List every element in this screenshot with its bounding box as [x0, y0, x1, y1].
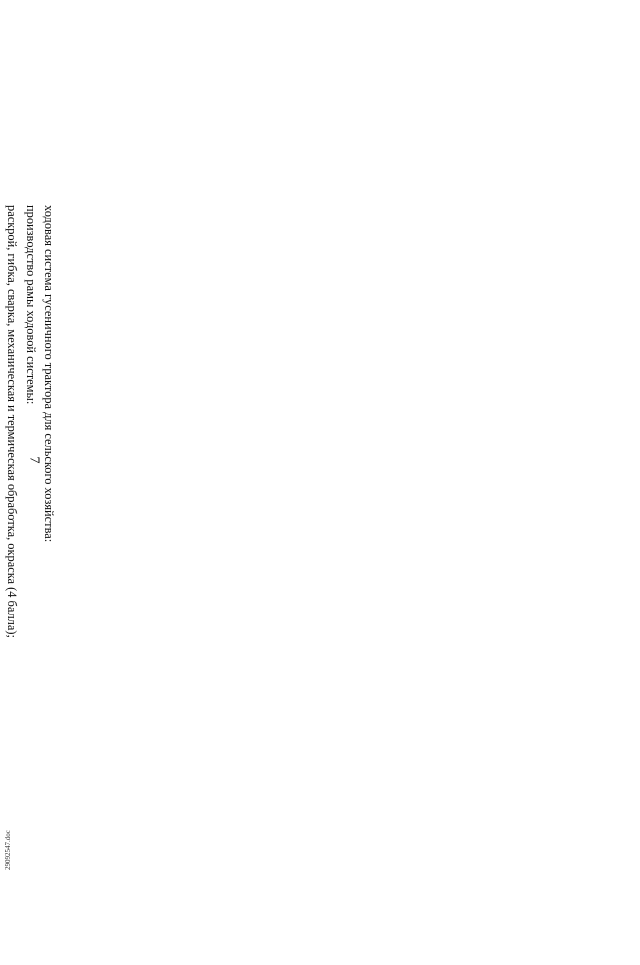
text-line — [0, 205, 3, 855]
page-number: 7 — [26, 456, 42, 464]
section-undercarriage — [0, 205, 58, 855]
document-text — [0, 205, 58, 865]
text-line: раскрой, гибка, сварка, механическая и термическая обработка, окраска (4 балла); — [5, 205, 20, 638]
text-line: ходовая система гусеничного трактора для сельского хозяйства: — [42, 205, 56, 543]
text-line: производство рамы ходовой системы: — [23, 205, 38, 405]
document-file-code: 29092547.doc — [4, 830, 12, 870]
